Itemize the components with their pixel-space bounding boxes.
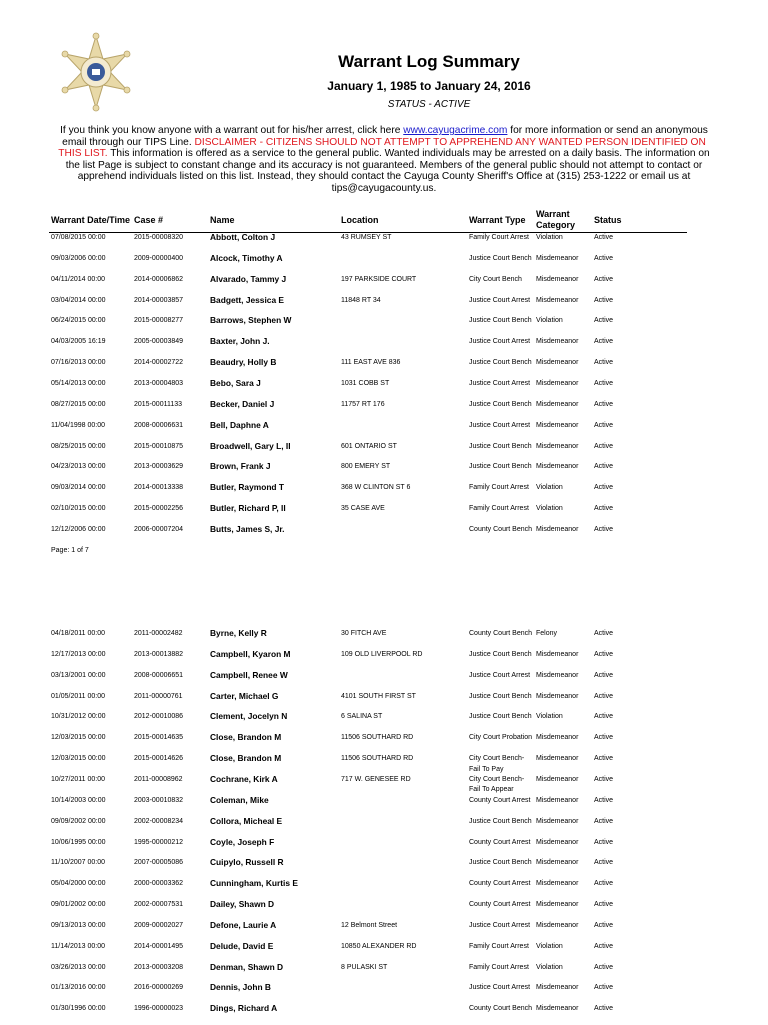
cell-location: 8 PULASKI ST (341, 963, 388, 971)
cell-case: 2006-00007204 (134, 525, 184, 533)
cell-date: 03/26/2013 00:00 (51, 963, 106, 971)
cell-name: Abbott, Colton J (210, 232, 276, 242)
cell-warrant-category: Misdemeanor (536, 880, 579, 888)
cell-case: 2016-00000269 (134, 984, 184, 992)
cell-warrant-type: County Court Bench (469, 1005, 533, 1013)
cell-name: Becker, Daniel J (210, 398, 275, 409)
cell-warrant-category: Misdemeanor (536, 984, 579, 992)
cayugacrime-link[interactable]: www.cayugacrime.com (403, 125, 508, 136)
table-row (0, 504, 768, 525)
cell-case: 2011-00008962 (134, 775, 183, 783)
cell-date: 09/13/2013 00:00 (51, 921, 106, 929)
cell-location: 10850 ALEXANDER RD (341, 942, 417, 950)
cell-case: 2008-00006631 (134, 421, 184, 429)
cell-case: 2012-00010086 (134, 713, 184, 721)
cell-status: Active (594, 442, 614, 450)
cell-location: 111 EAST AVE 836 (341, 359, 401, 367)
col-header-location: Location (341, 215, 379, 225)
page-number: Page: 1 of 7 (51, 547, 89, 554)
cell-warrant-type: Family Court Arrest (469, 234, 529, 241)
table-row (0, 983, 768, 1004)
cell-status: Active (594, 296, 614, 304)
cell-date: 04/03/2005 16:19 (51, 338, 106, 346)
cell-warrant-type: Justice Court Arrest (469, 296, 531, 304)
cell-warrant-type: Justice Court Bench (469, 692, 532, 700)
cell-name: Delude, David E (210, 940, 274, 951)
intro-text-1: If you think you know anyone with a warrant out for his/her arrest, click here (60, 125, 401, 136)
cell-date: 02/10/2015 00:00 (51, 505, 106, 513)
cell-case: 2013-00004803 (134, 379, 184, 387)
cell-warrant-type: County Court Arrest (469, 880, 531, 888)
cell-status: Active (594, 942, 614, 950)
cell-case: 2011-00000761 (134, 692, 183, 700)
cell-name: Clement, Jocelyn N (210, 711, 288, 722)
document-title: Warrant Log Summary (338, 52, 520, 71)
cell-warrant-category: Violation (536, 484, 563, 492)
cell-status: Active (594, 859, 614, 867)
cell-status: Active (594, 317, 614, 325)
cell-warrant-category: Misdemeanor (536, 463, 579, 471)
cell-warrant-type: Justice Court Bench (469, 400, 532, 408)
table-row (0, 358, 768, 379)
cell-location: 1031 COBB ST (341, 379, 390, 387)
cell-case: 2014-00006862 (134, 275, 184, 283)
table-row (0, 796, 768, 817)
disclaimer-text: DISCLAIMER - CITIZENS SHOULD NOT ATTEMPT TO APPREHEND ANY WANTED PERSON IDENTIFIED ON THIS LIST. (58, 136, 706, 160)
cell-date: 04/11/2014 00:00 (51, 275, 105, 283)
cell-date: 11/10/2007 00:00 (51, 859, 105, 867)
cell-status: Active (594, 359, 614, 367)
cell-warrant-type: Justice Court Arrest (469, 671, 531, 679)
cell-name: Close, Brandon M (210, 753, 282, 764)
cell-warrant-type: City Court Probation (469, 734, 533, 742)
cell-name: Dennis, John B (210, 982, 271, 993)
table-row (0, 275, 768, 296)
cell-warrant-category: Misdemeanor (536, 442, 579, 450)
cell-warrant-category: Misdemeanor (536, 775, 579, 783)
cell-case: 2002-00008234 (134, 817, 184, 825)
cell-status: Active (594, 880, 614, 888)
cell-warrant-category: Misdemeanor (536, 379, 579, 387)
cell-case: 2014-00001495 (134, 942, 184, 950)
cell-name: Denman, Shawn D (210, 961, 284, 972)
table-row (0, 942, 768, 963)
cell-name: Barrows, Stephen W (210, 315, 292, 326)
cell-name: Butts, James S, Jr. (210, 523, 285, 534)
intro-text-2: for more information or send an anonymous email through our TIPS Line. (62, 125, 708, 148)
table-row (0, 775, 768, 796)
cell-case: 2015-00014635 (134, 734, 184, 742)
cell-date: 03/04/2014 00:00 (51, 296, 106, 304)
table-row (0, 963, 768, 984)
cell-location: 43 RUMSEY ST (341, 234, 392, 241)
cell-date: 01/30/1996 00:00 (51, 1005, 106, 1013)
cell-warrant-category: Misdemeanor (536, 901, 579, 909)
cell-date: 10/14/2003 00:00 (51, 796, 106, 804)
table-row (0, 817, 768, 838)
cell-date: 09/01/2002 00:00 (51, 901, 106, 909)
cell-status: Active (594, 775, 614, 783)
table-row (0, 462, 768, 483)
cell-location: 35 CASE AVE (341, 505, 385, 513)
cell-status: Active (594, 650, 614, 658)
cell-warrant-category: Misdemeanor (536, 525, 579, 533)
cell-location: 800 EMERY ST (341, 463, 391, 471)
intro-paragraph (50, 125, 718, 195)
cell-name: Brown, Frank J (210, 461, 271, 472)
cell-case: 2015-00014626 (134, 755, 184, 763)
cell-case: 2015-00002256 (134, 505, 184, 513)
cell-warrant-category: Violation (536, 713, 563, 721)
cell-date: 12/17/2013 00:00 (51, 650, 106, 658)
cell-date: 12/12/2006 00:00 (51, 525, 106, 533)
cell-date: 05/04/2000 00:00 (51, 880, 106, 888)
cell-warrant-type: Justice Court Bench (469, 317, 532, 325)
cell-name: Byrne, Kelly R (210, 628, 267, 638)
cell-case: 2015-00011133 (134, 400, 183, 408)
cell-case: 2007-00005086 (134, 859, 184, 867)
cell-status: Active (594, 338, 614, 346)
cell-location: 197 PARKSIDE COURT (341, 275, 417, 283)
cell-name: Coyle, Joseph F (210, 836, 275, 847)
cell-case: 2000-00003362 (134, 880, 184, 888)
cell-name: Cunningham, Kurtis E (210, 878, 298, 889)
cell-warrant-category: Violation (536, 942, 563, 950)
cell-name: Dings, Richard A (210, 1003, 278, 1014)
cell-status: Active (594, 692, 614, 700)
cell-case: 2011-00002482 (134, 630, 183, 637)
cell-location: 6 SALINA ST (341, 713, 383, 721)
cell-case: 2013-00013882 (134, 650, 184, 658)
cell-name: Broadwell, Gary L, II (210, 440, 291, 451)
cell-warrant-category: Misdemeanor (536, 692, 579, 700)
col-header-date: Warrant Date/Time (51, 215, 131, 225)
cell-name: Defone, Laurie A (210, 919, 277, 930)
cell-date: 11/14/2013 00:00 (51, 942, 105, 950)
cell-warrant-type: Family Court Arrest (469, 505, 529, 513)
cell-case: 1995-00000212 (134, 838, 184, 846)
table-row (0, 650, 768, 671)
cell-status: Active (594, 671, 614, 679)
cell-location: 11506 SOUTHARD RD (341, 734, 414, 742)
cell-warrant-type: City Court Bench- Fail To Pay (469, 755, 525, 773)
cell-case: 2003-00010832 (134, 796, 184, 804)
table-row (0, 712, 768, 733)
table-row (0, 858, 768, 879)
cell-case: 2009-00002027 (134, 921, 184, 929)
table-row (0, 879, 768, 900)
cell-status: Active (594, 400, 614, 408)
cell-location: 109 OLD LIVERPOOL RD (341, 650, 423, 658)
cell-warrant-type: Justice Court Arrest (469, 338, 531, 346)
table-row (0, 400, 768, 421)
cell-name: Butler, Richard P, II (210, 503, 286, 514)
cell-date: 05/14/2013 00:00 (51, 379, 106, 387)
cell-warrant-type: Justice Court Arrest (469, 921, 531, 929)
cell-date: 06/24/2015 00:00 (51, 317, 106, 325)
cell-date: 11/04/1998 00:00 (51, 421, 105, 429)
cell-status: Active (594, 484, 614, 492)
cell-location: 368 W CLINTON ST 6 (341, 484, 411, 492)
cell-warrant-type: Justice Court Bench (469, 463, 532, 471)
cell-name: Alcock, Timothy A (210, 252, 283, 263)
cell-status: Active (594, 463, 614, 471)
cell-location: 11848 RT 34 (341, 296, 381, 304)
cell-warrant-category: Misdemeanor (536, 671, 579, 679)
cell-warrant-category: Violation (536, 234, 563, 241)
cell-date: 09/03/2006 00:00 (51, 254, 106, 262)
cell-date: 12/03/2015 00:00 (51, 755, 106, 763)
cell-status: Active (594, 525, 614, 533)
cell-warrant-category: Misdemeanor (536, 734, 579, 742)
status-filter: STATUS - ACTIVE (387, 99, 471, 110)
cell-date: 10/06/1995 00:00 (51, 838, 106, 846)
cell-warrant-category: Misdemeanor (536, 650, 579, 658)
table-row (0, 483, 768, 504)
cell-date: 07/16/2013 00:00 (51, 359, 106, 367)
cell-warrant-category: Misdemeanor (536, 359, 579, 367)
cell-location: 4101 SOUTH FIRST ST (341, 692, 416, 700)
cell-case: 2009-00000400 (134, 254, 184, 262)
table-row (0, 254, 768, 275)
cell-status: Active (594, 713, 614, 721)
cell-name: Coleman, Mike (210, 794, 269, 805)
cell-status: Active (594, 963, 614, 971)
cell-date: 07/08/2015 00:00 (51, 234, 106, 241)
cell-name: Cuipylo, Russell R (210, 857, 284, 868)
cell-status: Active (594, 838, 614, 846)
table-row (0, 838, 768, 859)
cell-case: 2015-00008277 (134, 317, 184, 325)
cell-status: Active (594, 254, 614, 262)
cell-location: 601 ONTARIO ST (341, 442, 397, 450)
cell-case: 2014-00002722 (134, 359, 184, 367)
cell-date: 03/13/2001 00:00 (51, 671, 106, 679)
col-header-status: Status (594, 215, 622, 225)
cell-location: 30 FITCH AVE (341, 630, 387, 637)
cell-name: Campbell, Renee W (210, 669, 288, 680)
cell-status: Active (594, 630, 614, 637)
cell-warrant-type: County Court Bench (469, 630, 533, 637)
cell-status: Active (594, 921, 614, 929)
cell-date: 08/25/2015 00:00 (51, 442, 106, 450)
cell-warrant-category: Misdemeanor (536, 275, 579, 283)
table-row (0, 442, 768, 463)
cell-status: Active (594, 505, 614, 513)
cell-warrant-category: Violation (536, 317, 563, 325)
cell-status: Active (594, 234, 614, 241)
cell-warrant-type: Justice Court Arrest (469, 379, 531, 387)
cell-warrant-category: Violation (536, 963, 563, 971)
table-row (0, 337, 768, 358)
cell-date: 12/03/2015 00:00 (51, 734, 106, 742)
cell-location: 11506 SOUTHARD RD (341, 755, 414, 763)
cell-case: 2013-00003629 (134, 463, 184, 471)
table-row (0, 1004, 768, 1025)
cell-warrant-category: Misdemeanor (536, 338, 579, 346)
cell-case: 1996-00000023 (134, 1005, 184, 1013)
intro-text-3: This information is offered as a service to the general public. Wanted individuals may be arrested on a daily basis. The information on the list Page is subject to constant change and its accuracy is not guaranteed. Members of the general public should not attempt to contact or apprehend individuals listed on this list. Instead, they should contact the Cayuga County Sheriff's Office at (315) 253-1222 or email us at tips@cayugacounty.us. (65, 148, 710, 194)
table-header (0, 207, 768, 233)
date-range: January 1, 1985 to January 24, 2016 (327, 79, 531, 93)
cell-warrant-category: Misdemeanor (536, 755, 579, 763)
cell-warrant-category: Misdemeanor (536, 296, 579, 304)
col-header-name: Name (210, 215, 235, 225)
cell-status: Active (594, 379, 614, 387)
cell-status: Active (594, 755, 614, 763)
cell-warrant-type: Justice Court Bench (469, 817, 532, 825)
table-row (0, 671, 768, 692)
table-row (0, 733, 768, 754)
table-row (0, 421, 768, 442)
table-row (0, 754, 768, 775)
cell-location: 717 W. GENESEE RD (341, 775, 411, 783)
cell-warrant-type: Justice Court Bench (469, 359, 532, 367)
cell-warrant-type: Family Court Arrest (469, 942, 529, 950)
cell-name: Baxter, John J. (210, 336, 270, 347)
cell-location: 12 Belmont Street (341, 921, 398, 929)
cell-status: Active (594, 817, 614, 825)
cell-warrant-type: County Court Arrest (469, 901, 531, 909)
cell-warrant-type: Justice Court Arrest (469, 984, 531, 992)
cell-name: Butler, Raymond T (210, 482, 284, 493)
table-row (0, 296, 768, 317)
cell-warrant-type: Family Court Arrest (469, 963, 529, 971)
cell-warrant-category: Misdemeanor (536, 254, 579, 262)
cell-warrant-category: Felony (536, 630, 558, 637)
cell-warrant-type: Justice Court Bench (469, 713, 532, 721)
cell-warrant-category: Misdemeanor (536, 400, 579, 408)
cell-name: Carter, Michael G (210, 690, 279, 701)
cell-name: Badgett, Jessica E (210, 294, 285, 305)
cell-date: 09/03/2014 00:00 (51, 484, 106, 492)
cell-case: 2008-00006651 (134, 671, 184, 679)
cell-date: 10/27/2011 00:00 (51, 775, 105, 783)
cell-case: 2013-00003208 (134, 963, 184, 971)
table-row (0, 379, 768, 400)
cell-warrant-category: Misdemeanor (536, 838, 579, 846)
cell-case: 2015-00008320 (134, 234, 184, 241)
table-row (0, 525, 768, 546)
cell-status: Active (594, 796, 614, 804)
cell-date: 01/05/2011 00:00 (51, 692, 105, 700)
table-row (0, 900, 768, 921)
cell-location: 11757 RT 176 (341, 400, 385, 408)
cell-case: 2014-00013338 (134, 484, 184, 492)
col-header-case: Case # (134, 215, 164, 225)
cell-warrant-category: Misdemeanor (536, 921, 579, 929)
cell-date: 09/09/2002 00:00 (51, 817, 106, 825)
table-row (0, 316, 768, 337)
cell-warrant-category: Misdemeanor (536, 421, 579, 429)
cell-name: Cochrane, Kirk A (210, 773, 278, 784)
cell-name: Campbell, Kyaron M (210, 648, 291, 659)
cell-warrant-category: Misdemeanor (536, 796, 579, 804)
cell-warrant-type: Justice Court Bench (469, 650, 532, 658)
cell-case: 2002-00007531 (134, 901, 184, 909)
table-row (0, 692, 768, 713)
cell-name: Beaudry, Holly B (210, 357, 277, 368)
table-row (0, 921, 768, 942)
cell-date: 04/23/2013 00:00 (51, 463, 106, 471)
cell-warrant-type: City Court Bench (469, 275, 522, 283)
cell-warrant-category: Misdemeanor (536, 859, 579, 867)
cell-date: 10/31/2012 00:00 (51, 713, 106, 721)
cell-warrant-type: County Court Arrest (469, 796, 531, 804)
cell-status: Active (594, 421, 614, 429)
cell-status: Active (594, 275, 614, 283)
cell-warrant-type: County Court Bench (469, 525, 533, 533)
cell-date: 08/27/2015 00:00 (51, 400, 106, 408)
cell-date: 04/18/2011 00:00 (51, 630, 105, 637)
cell-status: Active (594, 734, 614, 742)
cell-warrant-type: Justice Court Bench (469, 442, 532, 450)
cell-case: 2014-00003857 (134, 296, 184, 304)
cell-case: 2015-00010875 (134, 442, 184, 450)
cell-warrant-type: Justice Court Bench (469, 859, 532, 867)
cell-name: Collora, Micheal E (210, 815, 283, 826)
cell-warrant-category: Violation (536, 505, 563, 513)
table-row (0, 233, 768, 254)
cell-warrant-type: County Court Arrest (469, 838, 531, 846)
col-header-category: Warrant Category (536, 209, 576, 230)
cell-warrant-type: City Court Bench- Fail To Appear (469, 775, 525, 794)
cell-status: Active (594, 984, 614, 992)
cell-name: Close, Brandon M (210, 732, 282, 743)
cell-case: 2005-00003849 (134, 338, 184, 346)
cell-warrant-category: Misdemeanor (536, 817, 579, 825)
cell-name: Bebo, Sara J (210, 377, 261, 388)
table-row (0, 629, 768, 650)
cell-name: Bell, Daphne A (210, 419, 269, 430)
cell-warrant-type: Justice Court Bench (469, 254, 532, 262)
col-header-type: Warrant Type (469, 215, 526, 225)
cell-warrant-category: Misdemeanor (536, 1005, 579, 1013)
cell-date: 01/13/2016 00:00 (51, 984, 106, 992)
cell-status: Active (594, 901, 614, 909)
cell-warrant-type: Family Court Arrest (469, 484, 529, 492)
cell-status: Active (594, 1005, 614, 1013)
cell-name: Dailey, Shawn D (210, 899, 275, 910)
cell-warrant-type: Justice Court Arrest (469, 421, 531, 429)
cell-name: Alvarado, Tammy J (210, 273, 287, 284)
